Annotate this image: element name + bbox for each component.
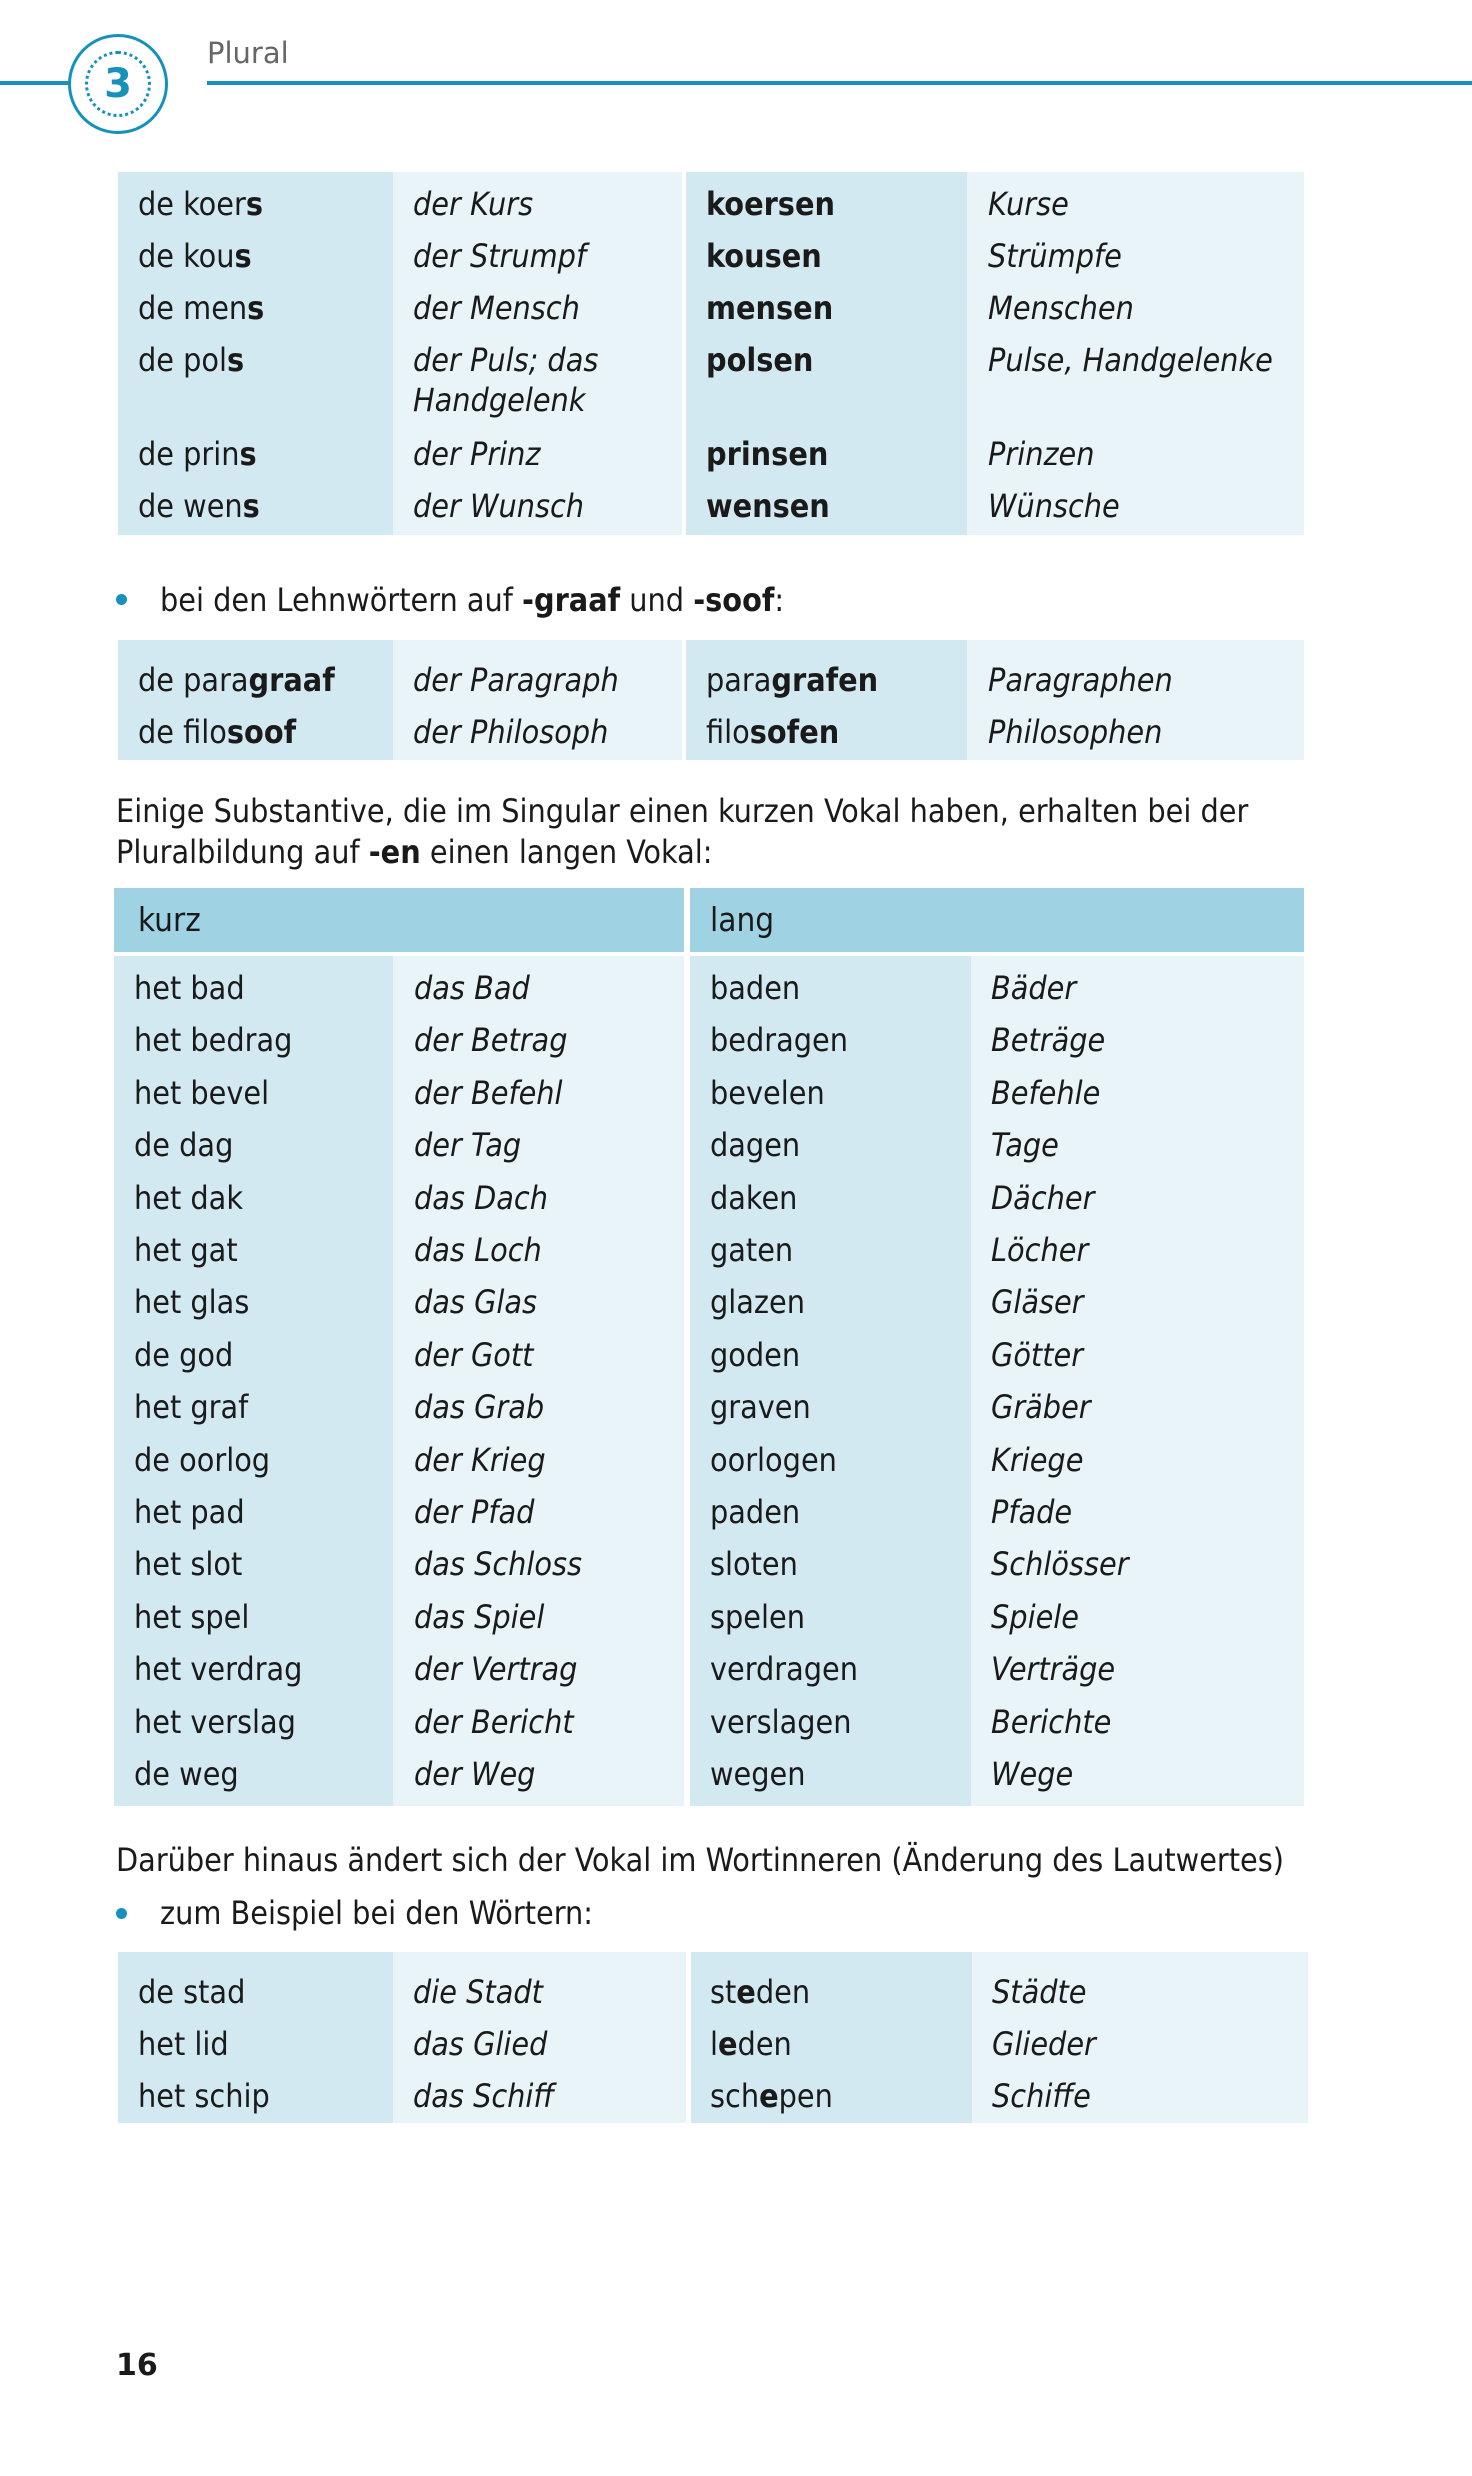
plural-nl: glazen	[710, 1283, 805, 1322]
text: pen	[778, 2077, 833, 2115]
text: de wen	[138, 487, 243, 525]
bullet-icon	[116, 594, 127, 605]
text: de para	[138, 661, 249, 699]
plural-de: Strümpfe	[988, 237, 1122, 275]
singular-de: der Vertrag	[414, 1650, 578, 1689]
singular-nl: het bedrag	[134, 1021, 293, 1060]
plural-de: Spiele	[991, 1597, 1079, 1636]
plural-nl	[706, 712, 839, 752]
header-rule-left	[0, 81, 70, 85]
plural-de: Kurse	[988, 185, 1069, 223]
plural-nl: verdragen	[710, 1650, 859, 1689]
singular-de: das Bad	[414, 969, 530, 1007]
plural-nl	[710, 1972, 810, 2012]
plural-de: Tage	[991, 1126, 1059, 1165]
bullet-text: zum Beispiel bei den Wörtern:	[160, 1894, 593, 1932]
plural-de: Beträge	[991, 1021, 1106, 1060]
singular-de: der Strumpf	[413, 237, 587, 275]
plural-de: Gläser	[991, 1283, 1084, 1322]
singular-de: der Krieg	[414, 1440, 546, 1479]
text: :	[774, 581, 785, 619]
singular-nl: de stad	[138, 1973, 246, 2011]
singular-nl: het graf	[134, 1388, 249, 1427]
singular-de: der Mensch	[413, 289, 580, 327]
text: de filo	[138, 713, 227, 751]
singular-de: das Schiff	[413, 2077, 555, 2115]
plural-nl: sloten	[710, 1545, 798, 1584]
chapter-badge	[68, 34, 168, 134]
column-header-short: kurz	[114, 888, 684, 952]
plural-de: Philosophen	[988, 713, 1163, 751]
plural-de: Löcher	[991, 1231, 1089, 1269]
page-number: 16	[116, 2348, 158, 2383]
ending: s	[242, 487, 260, 525]
suffix: -soof	[693, 581, 775, 619]
text: de koer	[138, 185, 246, 223]
bullet-icon	[116, 1908, 127, 1919]
text: einen langen Vokal:	[420, 833, 713, 871]
plural-de: Glieder	[992, 2025, 1096, 2063]
ending: grafen	[771, 661, 879, 699]
text: st	[710, 1973, 737, 2011]
plural-de: Menschen	[988, 289, 1134, 327]
header-rule-right	[207, 81, 1472, 85]
singular-de: der Gott	[414, 1335, 534, 1374]
text: bei den Lehnwörtern auf	[160, 581, 523, 619]
plural-de: Pfade	[991, 1493, 1073, 1531]
singular-nl	[138, 712, 296, 752]
plural-de: Städte	[992, 1973, 1087, 2011]
ending: s	[247, 289, 265, 327]
singular-de: der Tag	[414, 1126, 522, 1165]
paragraph-line	[116, 832, 712, 872]
singular-nl: het spel	[134, 1597, 250, 1636]
singular-de: der Befehl	[414, 1073, 563, 1112]
singular-nl: het verdrag	[134, 1650, 303, 1689]
singular-nl	[138, 236, 252, 276]
text: der Puls; das	[413, 341, 599, 379]
suffix: -en	[368, 833, 421, 871]
singular-nl: het glas	[134, 1283, 250, 1322]
singular-nl: het gat	[134, 1231, 238, 1269]
singular-de: der Pfad	[414, 1493, 535, 1531]
plural-nl: kousen	[706, 237, 822, 275]
plural-de: Pulse, Handgelenke	[988, 341, 1273, 379]
singular-nl: het bad	[134, 969, 245, 1007]
singular-nl	[138, 434, 257, 474]
vowel: e	[759, 2077, 779, 2115]
singular-de: der Wunsch	[413, 487, 585, 525]
paragraph-line: Einige Substantive, die im Singular einen kurzen Vokal haben, erhalten bei der	[116, 792, 1249, 830]
plural-nl: wegen	[710, 1755, 806, 1793]
plural-de: Befehle	[991, 1073, 1101, 1112]
singular-nl: het dak	[134, 1178, 243, 1217]
text: l	[710, 2025, 718, 2063]
singular-nl: het slot	[134, 1545, 243, 1584]
plural-nl: bevelen	[710, 1073, 825, 1112]
plural-nl	[710, 2076, 833, 2116]
text: de pol	[138, 341, 228, 379]
text: filo	[706, 713, 750, 751]
plural-nl	[710, 2024, 792, 2064]
singular-nl: de god	[134, 1335, 234, 1374]
singular-de: das Dach	[414, 1178, 548, 1217]
plural-nl: oorlogen	[710, 1440, 837, 1479]
singular-de: die Stadt	[413, 1973, 543, 2011]
singular-nl: het bevel	[134, 1073, 270, 1112]
plural-nl: wensen	[706, 487, 830, 525]
plural-nl: prinsen	[706, 435, 829, 473]
text: den	[755, 1973, 811, 2011]
ending: sofen	[749, 713, 840, 751]
singular-de: das Schloss	[414, 1545, 583, 1584]
text: Pluralbildung auf	[116, 833, 369, 871]
singular-nl: het schip	[138, 2077, 270, 2115]
singular-nl	[138, 340, 244, 380]
singular-de: der Philosoph	[413, 713, 609, 751]
singular-nl	[138, 486, 260, 526]
ending: s	[234, 237, 252, 275]
singular-nl	[138, 660, 335, 700]
singular-de	[413, 340, 683, 420]
column-header-long: lang	[690, 888, 1304, 952]
plural-de: Wünsche	[988, 487, 1120, 525]
chapter-title: Plural	[207, 36, 289, 70]
text: Handgelenk	[413, 381, 586, 419]
text: de men	[138, 289, 248, 327]
chapter-number: 3	[104, 61, 132, 107]
plural-nl: mensen	[706, 289, 834, 327]
singular-nl: de weg	[134, 1755, 239, 1793]
plural-nl: daken	[710, 1178, 798, 1217]
plural-table-loanwords	[118, 640, 1304, 760]
plural-de: Götter	[991, 1335, 1084, 1374]
plural-de: Verträge	[991, 1650, 1116, 1689]
plural-nl: gaten	[710, 1231, 794, 1269]
plural-nl: koersen	[706, 185, 835, 223]
plural-de: Schiffe	[992, 2077, 1091, 2115]
plural-nl: verslagen	[710, 1702, 852, 1741]
plural-nl: dagen	[710, 1126, 801, 1165]
plural-nl: graven	[710, 1388, 811, 1427]
singular-de: das Glas	[414, 1283, 538, 1322]
text: de prin	[138, 435, 240, 473]
singular-de: der Paragraph	[413, 661, 619, 699]
text: den	[737, 2025, 792, 2063]
singular-nl: het lid	[138, 2025, 229, 2063]
text: para	[706, 661, 772, 699]
plural-de: Gräber	[991, 1388, 1091, 1427]
vowel: e	[736, 1973, 756, 2011]
bullet-text	[160, 580, 784, 620]
plural-de: Prinzen	[988, 435, 1095, 473]
plural-de: Bäder	[991, 969, 1077, 1007]
plural-nl: spelen	[710, 1597, 805, 1636]
singular-nl: de dag	[134, 1126, 234, 1165]
singular-de: der Prinz	[413, 435, 541, 473]
plural-de: Schlösser	[991, 1545, 1129, 1584]
plural-nl: polsen	[706, 341, 814, 379]
singular-nl	[138, 288, 264, 328]
singular-de: das Grab	[414, 1388, 545, 1427]
table-body	[114, 956, 1304, 1806]
plural-nl: baden	[710, 969, 801, 1007]
text: sch	[710, 2077, 760, 2115]
plural-table-s	[118, 172, 1304, 535]
singular-de: der Weg	[414, 1755, 536, 1793]
vowel-change-table	[118, 1952, 1308, 2123]
plural-de: Berichte	[991, 1702, 1112, 1741]
plural-nl: bedragen	[710, 1021, 848, 1060]
plural-de: Paragraphen	[988, 661, 1173, 699]
ending: graaf	[248, 661, 335, 699]
singular-nl: het verslag	[134, 1702, 296, 1741]
text: de kou	[138, 237, 235, 275]
plural-de: Wege	[991, 1755, 1074, 1793]
singular-de: das Loch	[414, 1231, 542, 1269]
vowel: e	[718, 2025, 738, 2063]
ending: s	[245, 185, 263, 223]
paragraph-line: Darüber hinaus ändert sich der Vokal im Wortinneren (Änderung des Lautwertes)	[116, 1841, 1284, 1879]
singular-de: der Kurs	[413, 185, 534, 223]
plural-nl: paden	[710, 1493, 801, 1531]
singular-nl: de oorlog	[134, 1440, 271, 1479]
text: und	[620, 581, 694, 619]
plural-nl	[706, 660, 878, 700]
ending: s	[227, 341, 245, 379]
plural-de: Kriege	[991, 1440, 1084, 1479]
plural-de: Dächer	[991, 1178, 1095, 1217]
plural-nl: goden	[710, 1335, 801, 1374]
singular-de: der Bericht	[414, 1702, 574, 1741]
singular-de: das Glied	[413, 2025, 548, 2063]
ending: soof	[226, 713, 297, 751]
singular-nl: het pad	[134, 1493, 245, 1531]
singular-de: der Betrag	[414, 1021, 568, 1060]
vowel-lengthening-table	[114, 888, 1304, 1806]
suffix: -graaf	[522, 581, 621, 619]
singular-de: das Spiel	[414, 1597, 545, 1636]
singular-nl	[138, 184, 263, 224]
ending: s	[239, 435, 257, 473]
